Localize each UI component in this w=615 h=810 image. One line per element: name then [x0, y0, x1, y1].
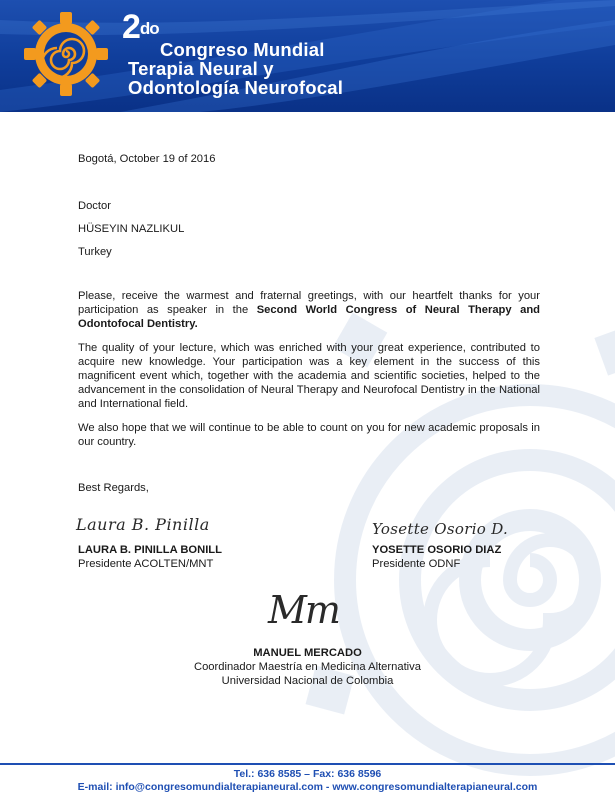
recipient-name: HÜSEYIN NAZLIKUL — [78, 223, 185, 235]
recipient-country: Turkey — [78, 246, 112, 258]
signatory-title-2: Presidente ODNF — [372, 558, 461, 570]
signatory-title-3: Coordinador Maestría en Medicina Alternativa — [194, 661, 421, 673]
paragraph-thanks: Please, receive the warmest and fraternal greetings, with our heartfelt thanks for your participation as speaker in the Second World Congress of Neural Therapy and Odontofocal Dentistry. — [78, 290, 540, 330]
signatory-name-3: MANUEL MERCADO — [253, 647, 362, 659]
signatory-title-1: Presidente ACOLTEN/MNT — [78, 558, 214, 570]
salutation-title: Doctor — [78, 200, 111, 212]
title-line-1: Congreso Mundial — [160, 39, 325, 60]
closing-regards: Best Regards, — [78, 482, 149, 494]
signatory-name-2: YOSETTE OSORIO DIAZ — [372, 544, 502, 556]
footer-phone: Tel.: 636 8585 – Fax: 636 8596 — [233, 768, 382, 780]
congress-title — [122, 8, 344, 98]
title-line-2: Terapia Neural y — [128, 58, 274, 79]
paragraph-quality: The quality of your lecture, which was enriched with your great experience, contributed to acquire new knowledge. Your participation was a key element in the success of this magnificent event which, together with the academia and scientific societies, helped to the advancement in the consolidation of Neural Therapy and Neurofocal Dentistry in the National and International field. — [78, 342, 540, 410]
footer-divider — [0, 763, 615, 765]
edition-number: $2^{do}$ — [122, 8, 159, 46]
paragraph-future: We also hope that we will continue to be able to count on you for new academic proposals in our country. — [78, 422, 540, 448]
letterhead-footer — [0, 768, 615, 794]
congress-logo-icon — [24, 12, 108, 96]
footer-contact: E-mail: info@congresomundialterapianeural.com - www.congresomundialterapianeural.com — [77, 781, 538, 793]
signature-manuel: Mm — [268, 588, 339, 632]
letter-date: Bogotá, October 19 of 2016 — [78, 153, 216, 165]
title-line-3: Odontología Neurofocal — [128, 77, 344, 98]
signatory-institution-3: Universidad Nacional de Colombia — [221, 675, 394, 687]
signature-yosette: Yosette Osorio D. — [372, 520, 509, 538]
signature-laura: Laura B. Pinilla — [76, 515, 210, 534]
letterhead-banner — [0, 0, 615, 112]
signatory-name-1: LAURA B. PINILLA BONILL — [78, 544, 222, 556]
